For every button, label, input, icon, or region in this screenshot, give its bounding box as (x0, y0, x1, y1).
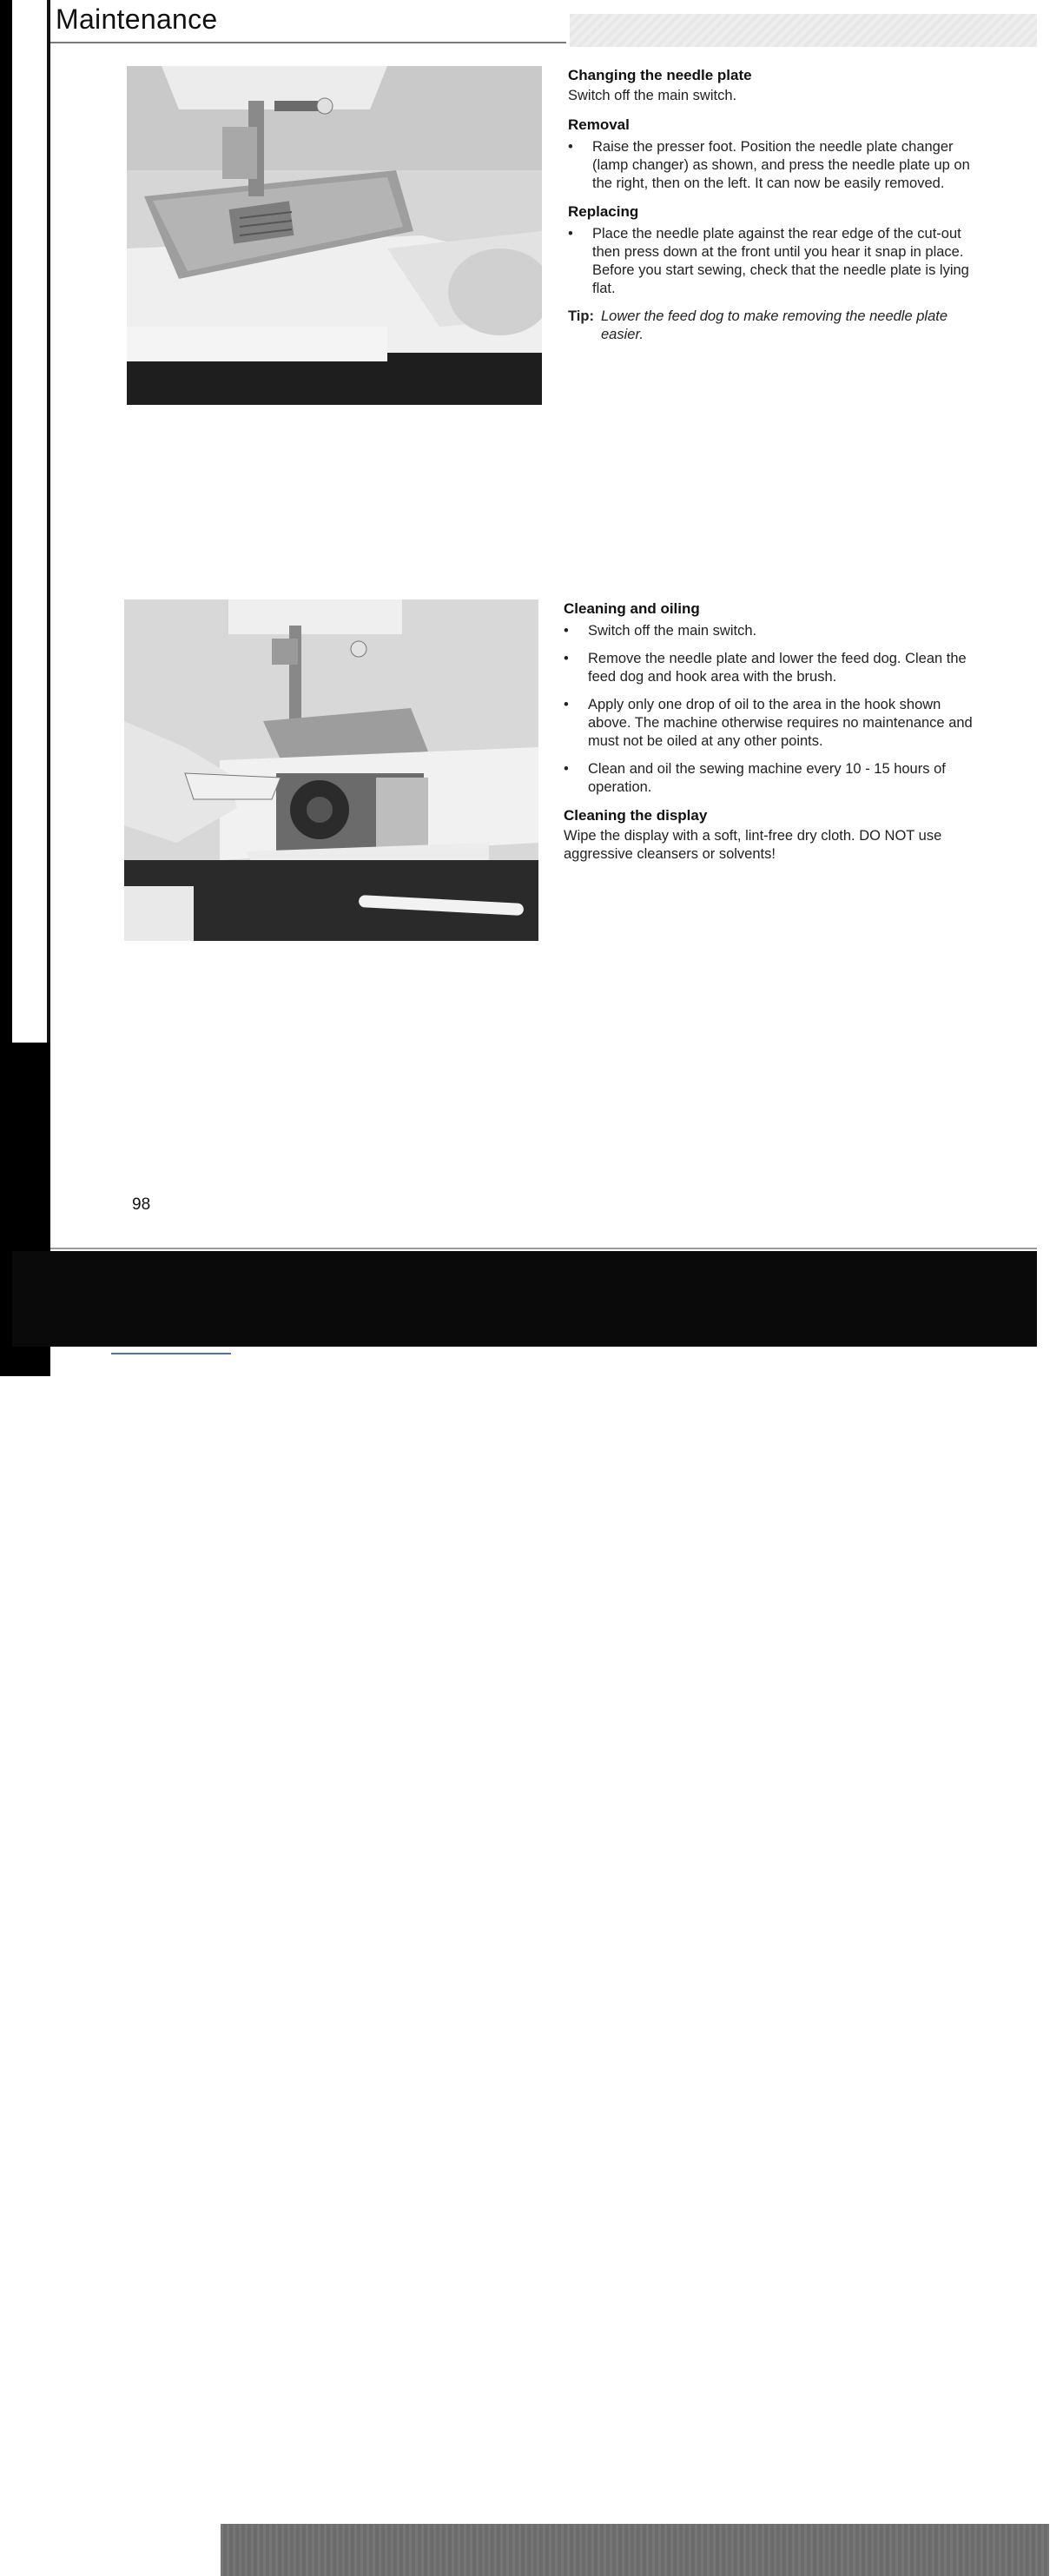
list-item: • Switch off the main switch. (564, 623, 757, 639)
bullet-icon: • (568, 226, 573, 242)
page-margin-line (47, 0, 50, 1043)
tip-text: Lower the feed dog to make removing the needle plate easier. (601, 308, 948, 342)
scan-edge-left (0, 0, 12, 1376)
header-band (570, 14, 1037, 47)
list-item: • Clean and oil the sewing machine every 10 - 15 hours of operation. (564, 761, 946, 795)
page-number: 98 (132, 1195, 151, 1214)
scan-mark (111, 1353, 231, 1354)
page-bottom-rule (50, 1248, 1037, 1249)
list-item: • Apply only one drop of oil to the area in the hook shown above. The machine otherwise requires no maintenance and must not be oiled at any other points. (564, 697, 973, 749)
bullet-icon: • (564, 761, 569, 777)
removal-heading: Removal (568, 116, 630, 133)
display-text: Wipe the display with a soft, lint-free dry cloth. DO NOT use aggressive cleansers or solvents! (564, 828, 942, 862)
bullet-icon: • (564, 623, 569, 639)
list-item: • Raise the presser foot. Position the needle plate changer (lamp changer) as shown, and press the needle plate up on the right, then on the left. It can now be easily removed. (568, 139, 970, 191)
header-rule (50, 42, 566, 43)
scan-edge-bottom (12, 1251, 1037, 1347)
list-item: • Remove the needle plate and lower the feed dog. Clean the feed dog and hook area with the brush. (564, 651, 967, 685)
display-heading: Cleaning the display (564, 807, 708, 824)
cleaning-oiling-photo (124, 599, 538, 941)
intro-text: Switch off the main switch. (568, 88, 737, 103)
replacing-list (568, 225, 985, 298)
bullet-icon: • (564, 651, 569, 666)
tip-label: Tip: (568, 308, 594, 324)
tip (568, 308, 985, 344)
bullet-icon: • (564, 697, 569, 712)
removal-list (568, 138, 985, 193)
section-heading-cleaning: Cleaning and oiling (564, 600, 700, 617)
bullet-icon: • (568, 139, 573, 155)
list-item: • Place the needle plate against the rear edge of the cut-out then press down at the front until you hear it snap in place. Before you start sewing, check that the needle plate is lying flat. (568, 226, 969, 296)
needle-plate-photo (127, 66, 542, 405)
cleaning-section (564, 599, 980, 864)
needle-plate-section (568, 66, 985, 344)
cleaning-list (564, 622, 980, 797)
page-title: Maintenance (56, 3, 218, 35)
section-heading-needle-plate: Changing the needle plate (568, 67, 752, 83)
replacing-heading: Replacing (568, 203, 639, 220)
